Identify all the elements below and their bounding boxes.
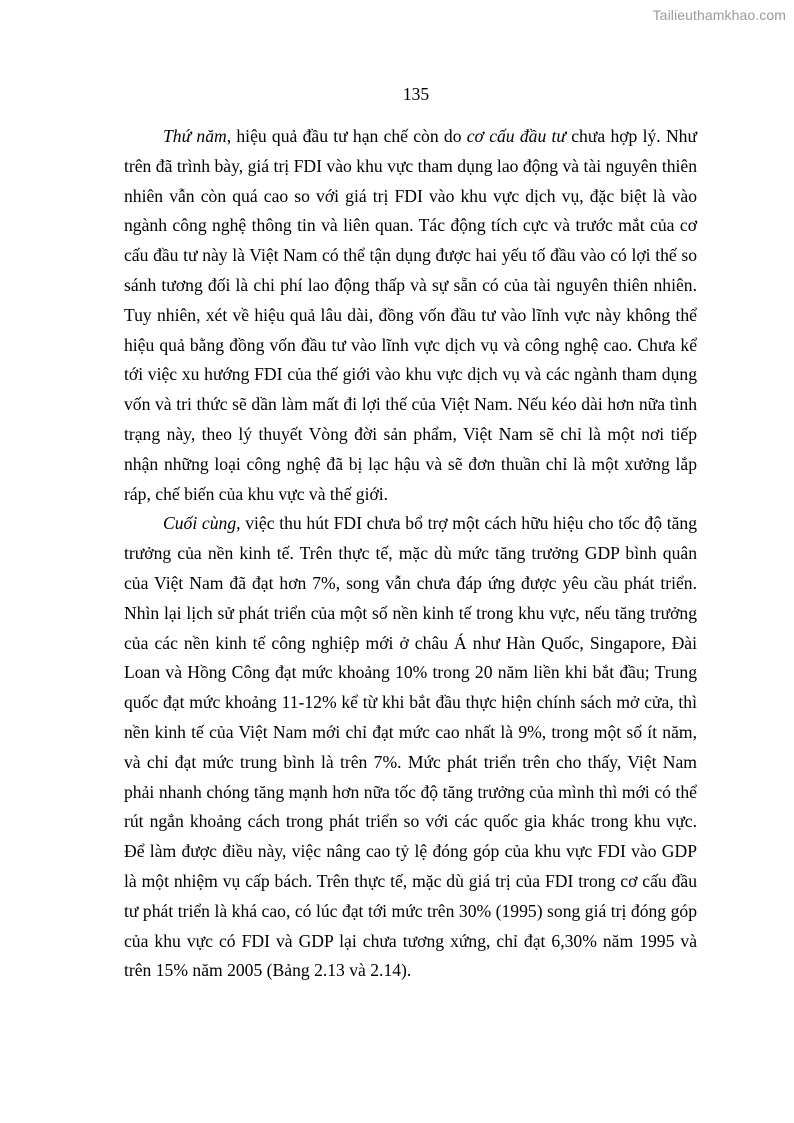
watermark-text: Tailieuthamkhao.com: [652, 7, 786, 23]
paragraph-thu-nam: [124, 122, 697, 509]
paragraph-lead-italic: Thứ năm: [163, 126, 227, 146]
paragraph-cuoi-cung: [124, 509, 697, 986]
page-number: 135: [402, 84, 430, 104]
paragraph-lead-italic: Cuối cùng,: [163, 513, 241, 534]
emphasis-italic: cơ cấu đầu tư: [466, 126, 566, 146]
paragraph-text: , hiệu quả đầu tư hạn chế còn do: [226, 126, 467, 146]
document-body: [124, 122, 697, 986]
paragraph-text: việc thu hút FDI chưa bổ trợ một cách hữu hiệu cho tốc độ tăng trưởng của nền kinh tế. Trên thực tế, mặc dù mức tăng trưởng GDP bình quân của Việt Nam đã đạt hơn 7%, song vẫn chưa đáp ứng được yêu cầu phát triển. Nhìn lại lịch sử phát triển của một số nền kinh tế trong khu vực, nếu tăng trưởng của các nền kinh tế công nghiệp mới ở châu Á như Hàn Quốc, Singapore, Đài Loan và Hồng Công đạt mức khoảng 10% trong 20 năm liền khi bắt đầu; Trung quốc đạt mức khoảng 11-12% kể từ khi bắt đầu thực hiện chính sách mở cửa, thì nền kinh tế của Việt Nam mới chỉ đạt mức cao nhất là 9%, trong một số ít năm, và chỉ đạt mức trung bình là trên 7%. Mức phát triển trên cho thấy, Việt Nam phải nhanh chóng tăng mạnh hơn nữa tốc độ tăng trưởng của mình thì mới có thể rút ngắn khoảng cách trong phát triển so với các quốc gia khác trong khu vực. Để làm được điều này, việc nâng cao tỷ lệ đóng góp của khu vực FDI vào GDP là một nhiệm vụ cấp bách. Trên thực tế, mặc dù giá trị của FDI trong cơ cấu đầu tư phát triển là khá cao, có lúc đạt tới mức trên 30% (1995) song giá trị đóng góp của khu vực có FDI và GDP lại chưa tương xứng, chỉ đạt 6,30% năm 1995 và trên 15% năm 2005 (Bảng 2.13 và 2.14).: [124, 513, 697, 981]
paragraph-text: chưa hợp lý. Như trên đã trình bày, giá trị FDI vào khu vực tham dụng lao động và tài nguyên thiên nhiên vẫn còn quá cao so với giá trị FDI vào khu vực dịch vụ, đặc biệt là vào ngành công nghệ thông tin và liên quan. Tác động tích cực và trước mắt của cơ cấu đầu tư này là Việt Nam có thể tận dụng được hai yếu tố đầu vào có lợi thế so sánh tương đối là chi phí lao động thấp và sự sẵn có của tài nguyên thiên nhiên. Tuy nhiên, xét về hiệu quả lâu dài, đồng vốn đầu tư vào lĩnh vực này không thể hiệu quả bằng đồng vốn đầu tư vào lĩnh vực dịch vụ và công nghệ cao. Chưa kể tới việc xu hướng FDI của thế giới vào khu vực dịch vụ và các ngành tham dụng vốn và tri thức sẽ dần làm mất đi lợi thế của Việt Nam. Nếu kéo dài hơn nữa tình trạng này, theo lý thuyết Vòng đời sản phẩm, Việt Nam sẽ chỉ là một nơi tiếp nhận những loại công nghệ đã bị lạc hậu và sẽ đơn thuần chỉ là một xưởng lắp ráp, chế biến của khu vực và thế giới.: [124, 126, 697, 504]
